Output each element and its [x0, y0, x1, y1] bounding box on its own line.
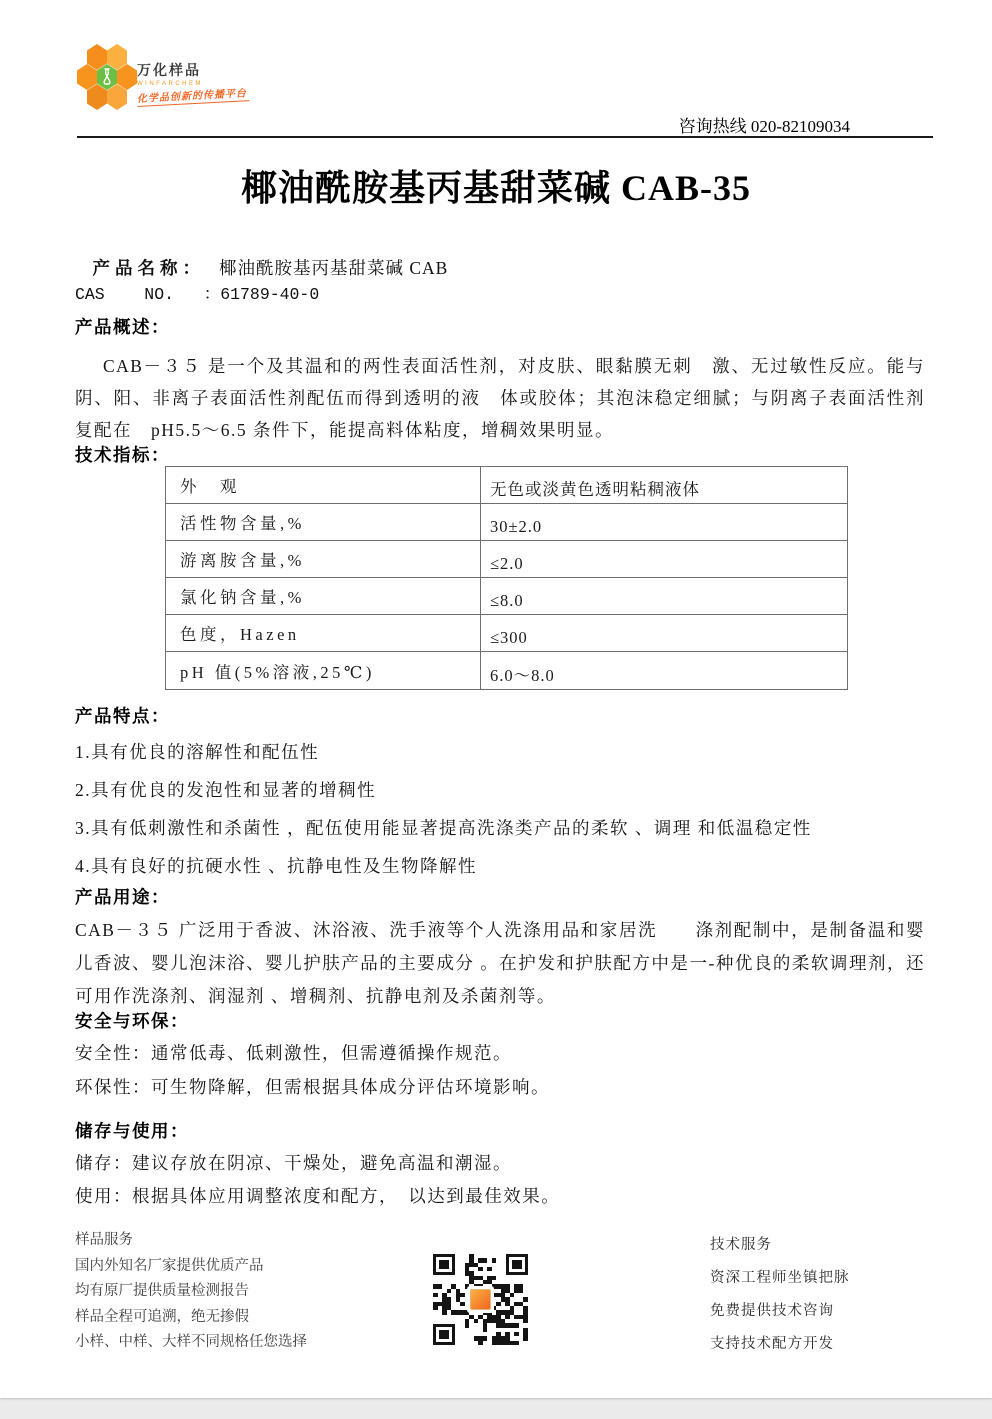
- tech-service-heading: 技术服务: [710, 1237, 772, 1253]
- tech-service-item: 支持技术配方开发: [710, 1336, 834, 1352]
- safety-heading: 安全与环保：: [75, 1011, 189, 1031]
- page-title: 椰油酰胺基丙基甜菜碱 CAB-35: [241, 168, 751, 208]
- spec-row-label: pH 值(5%溶液,25℃): [166, 652, 481, 689]
- product-name-label: 产品名称：: [92, 258, 205, 278]
- sample-service-item: 样品全程可追溯，绝无掺假: [75, 1308, 249, 1325]
- hotline-text: 咨询热线 020-82109034: [678, 117, 850, 136]
- usage-paragraph: CAB－３５ 广泛用于香波、沐浴液、洗手液等个人洗涤用品和家居洗 涤剂配制中，是制备温和婴儿香波、婴儿泡沫浴、婴儿护肤产品的主要成分 。在护发和护肤配方中是一-种优良的柔软调理剂，还可用作洗涤剂、润湿剂 、增稠剂、抗静电剂及杀菌剂等。: [75, 920, 925, 1006]
- sample-service-item: 国内外知名厂家提供优质产品: [75, 1257, 264, 1274]
- sample-service-item: 小样、中样、大样不同规格任您选择: [75, 1334, 307, 1350]
- safety-line: 安全性：通常低毒、低刺激性，但需遵循操作规范。: [75, 1043, 512, 1063]
- spec-row-label: 外 观: [166, 467, 481, 504]
- tech-service-item: 资深工程师坐镇把脉: [710, 1270, 850, 1286]
- logo-slogan: 化学品创新的传播平台: [137, 84, 250, 107]
- spec-row-value: ≤8.0: [481, 578, 847, 615]
- spec-row-label: 色度，Hazen: [166, 615, 481, 652]
- flask-icon: [100, 68, 114, 86]
- storage-heading: 储存与使用：: [75, 1121, 189, 1141]
- qr-finder-icon: [433, 1254, 455, 1275]
- sample-service-item: 均有原厂提供质量检测报告: [75, 1283, 249, 1299]
- overview-heading: 产品概述：: [75, 317, 170, 337]
- cas-number-row: CAS NO. ：61789-40-0: [75, 285, 320, 304]
- spec-row-value: 30±2.0: [481, 504, 847, 541]
- qr-finder-icon: [433, 1324, 455, 1345]
- spec-row-label: 活性物含量,%: [166, 504, 481, 541]
- spec-row-value: 无色或淡黄色透明粘稠液体: [481, 467, 847, 504]
- spec-row-label: 氯化钠含量,%: [166, 578, 481, 615]
- spec-row-value: 6.0～8.0: [490, 666, 555, 685]
- spec-row-label: 游离胺含量,%: [166, 541, 481, 578]
- features-list: [75, 733, 935, 885]
- header-divider: [77, 136, 933, 138]
- product-name-value: 椰油酰胺基丙基甜菜碱 CAB: [219, 258, 449, 278]
- company-logo: [75, 38, 375, 118]
- qr-finder-icon: [506, 1254, 528, 1275]
- storage-line: 使用：根据具体应用调整浓度和配方， 以达到最佳效果。: [75, 1186, 561, 1206]
- spec-row-value: ≤300: [481, 615, 847, 652]
- storage-line: 储存：建议存放在阴凉、干燥处，避免高温和潮湿。: [75, 1153, 512, 1173]
- feature-item: 1.具有优良的溶解性和配伍性: [75, 742, 320, 762]
- features-heading: 产品特点：: [75, 706, 170, 726]
- usage-heading: 产品用途：: [75, 887, 170, 907]
- overview-paragraph: CAB－３５ 是一个及其温和的两性表面活性剂，对皮肤、眼黏膜无刺 激、无过敏性反应。能与阴、阳、非离子表面活性剂配伍而得到透明的液 体或胶体；其泡沫稳定细腻；与阴离子表面活性剂复配在 pH5.5～6.5 条件下，能提高料体粘度，增稠效果明显。: [75, 356, 925, 440]
- specs-heading: 技术指标：: [75, 445, 170, 465]
- sample-service-heading: 样品服务: [75, 1232, 133, 1248]
- feature-item: 4.具有良好的抗硬水性 、抗静电性及生物降解性: [75, 856, 477, 876]
- feature-item: 3.具有低刺激性和杀菌性 ，配伍使用能显著提高洗涤类产品的柔软 、调理 和低温稳定性: [75, 818, 812, 838]
- sample-service-list: [75, 1228, 307, 1356]
- tech-service-item: 免费提供技术咨询: [710, 1303, 834, 1319]
- logo-company-subname: WINFARCHEM: [137, 81, 203, 87]
- spec-row-value: ≤2.0: [481, 541, 847, 578]
- tech-service-list: [710, 1233, 850, 1365]
- qr-code: [431, 1252, 530, 1347]
- logo-company-name: 万化样品: [137, 62, 201, 78]
- honeycomb-logo-icon: [77, 44, 139, 110]
- safety-line: 环保性：可生物降解，但需根据具体成分评估环境影响。: [75, 1077, 550, 1097]
- feature-item: 2.具有优良的发泡性和显著的增稠性: [75, 780, 377, 800]
- qr-center-logo-icon: [467, 1286, 494, 1313]
- specs-table: [165, 466, 848, 690]
